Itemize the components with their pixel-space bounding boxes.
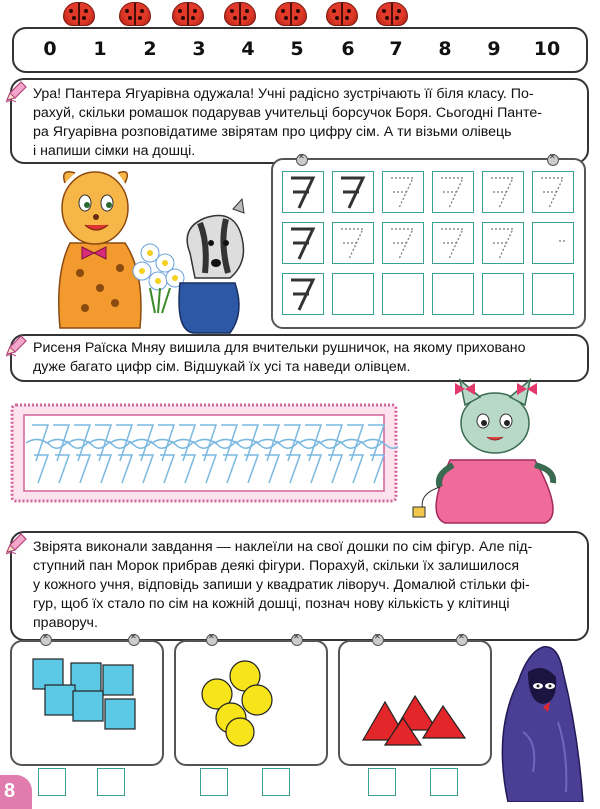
- number-line: [12, 27, 588, 73]
- writing-cell[interactable]: [432, 222, 474, 264]
- writing-cell[interactable]: [332, 171, 374, 213]
- seven-digit-icon: [483, 223, 523, 263]
- number-3: 3: [192, 38, 206, 60]
- board-pin-icon: [372, 634, 384, 646]
- answer-box-left[interactable]: [38, 768, 66, 796]
- task3-line: ступний пан Морок прибрав деякі фігури. Порахуй, скільки їх залишилося: [33, 558, 520, 574]
- board-pin-icon: [547, 154, 559, 166]
- embroidered-towel: [10, 403, 398, 503]
- number-7: 7: [389, 38, 403, 60]
- answer-box-right[interactable]: [97, 768, 125, 796]
- writing-cell[interactable]: [432, 273, 474, 315]
- seven-digit-icon: [383, 223, 423, 263]
- number-6: 6: [341, 38, 355, 60]
- teacher-badger-illustration: [30, 163, 265, 335]
- writing-cell[interactable]: [532, 222, 574, 264]
- seven-digit-icon: [283, 223, 323, 263]
- seven-digit-icon: [333, 172, 373, 212]
- board-pin-icon: [456, 634, 468, 646]
- task1-line: рахуй, скільки ромашок подарував учительці борсучок Боря. Сьогодні Панте-: [33, 105, 542, 121]
- ladybug-icon: [275, 2, 307, 26]
- ladybug-icon: [376, 2, 408, 26]
- ladybug-icon: [172, 2, 204, 26]
- ladybug-icon: [119, 2, 151, 26]
- writing-cell[interactable]: [382, 273, 424, 315]
- writing-cell[interactable]: [382, 222, 424, 264]
- pencil-icon: [4, 80, 28, 104]
- seven-digit-icon: [483, 172, 523, 212]
- seven-digit-icon: [433, 223, 473, 263]
- task1-line: і напиши сімки на дошці.: [33, 143, 196, 159]
- task2-line: Рисеня Раїска Мняу вишила для вчительки рушничок, на якому приховано: [33, 340, 526, 356]
- square-shape: [103, 665, 133, 695]
- answer-box-left[interactable]: [200, 768, 228, 796]
- writing-cell[interactable]: [432, 171, 474, 213]
- triangles-figures: [355, 690, 475, 760]
- number-4: 4: [241, 38, 255, 60]
- seven-digit-icon: [383, 172, 423, 212]
- task1-line: ра Ягуарівна розповідатиме звірятам про цифру сім. А ти візьми олівець: [33, 124, 512, 140]
- writing-cell[interactable]: [482, 273, 524, 315]
- task1-line: Ура! Пантера Ягуарівна одужала! Учні радісно зустрічають її біля класу. По-: [33, 86, 534, 102]
- number-5: 5: [290, 38, 304, 60]
- ladybug-icon: [224, 2, 256, 26]
- task3-line: Звірята виконали завдання — наклеїли на свої дошки по сім фігур. Але під-: [33, 539, 533, 555]
- pencil-icon: [4, 532, 28, 556]
- board-pin-icon: [40, 634, 52, 646]
- seven-digit-icon: [433, 172, 473, 212]
- square-shape: [45, 685, 75, 715]
- answer-box-left[interactable]: [368, 768, 396, 796]
- writing-cell[interactable]: [282, 222, 324, 264]
- circle-shape: [242, 685, 272, 715]
- seven-digit-icon: [283, 172, 323, 212]
- answer-box-right[interactable]: [430, 768, 458, 796]
- seven-digit-icon: [533, 172, 573, 212]
- squares-figures: [25, 655, 145, 750]
- number-8: 8: [438, 38, 452, 60]
- number-10: 10: [533, 38, 561, 60]
- task2-line: дуже багато цифр сім. Відшукай їх усі та наведи олівцем.: [33, 359, 411, 375]
- kitten-sewing-illustration: [405, 375, 585, 530]
- number-9: 9: [487, 38, 501, 60]
- answer-box-right[interactable]: [262, 768, 290, 796]
- board-pin-icon: [206, 634, 218, 646]
- page-number: 8: [4, 780, 16, 802]
- square-shape: [73, 691, 103, 721]
- ladybug-icon: [63, 2, 95, 26]
- seven-digit-icon: [333, 223, 373, 263]
- writing-cell[interactable]: [332, 273, 374, 315]
- writing-cell[interactable]: [382, 171, 424, 213]
- task3-line: у кожного учня, відповідь запиши у квадратик ліворуч. Домалюй стільки фі-: [33, 577, 530, 593]
- task3-line: праворуч.: [33, 615, 98, 631]
- writing-cell[interactable]: [532, 171, 574, 213]
- board-pin-icon: [291, 634, 303, 646]
- writing-cell[interactable]: [532, 273, 574, 315]
- writing-cell[interactable]: [482, 222, 524, 264]
- stroke-hint-icon: [533, 223, 573, 263]
- task3-line: гур, щоб їх стало по сім на кожній дошці, познач нову кількість у клітинці: [33, 596, 510, 612]
- writing-cell[interactable]: [282, 273, 324, 315]
- circle-shape: [226, 718, 254, 746]
- square-shape: [105, 699, 135, 729]
- circles-figures: [195, 658, 305, 748]
- number-2: 2: [143, 38, 157, 60]
- pencil-icon: [4, 334, 28, 358]
- writing-cell[interactable]: [332, 222, 374, 264]
- number-1: 1: [93, 38, 107, 60]
- board-pin-icon: [128, 634, 140, 646]
- board-pin-icon: [296, 154, 308, 166]
- cloaked-figure-illustration: [488, 642, 588, 802]
- writing-cell[interactable]: [282, 171, 324, 213]
- number-0: 0: [43, 38, 57, 60]
- task1-text: [33, 85, 578, 161]
- seven-digit-icon: [283, 274, 323, 314]
- writing-cell[interactable]: [482, 171, 524, 213]
- ladybug-icon: [326, 2, 358, 26]
- task3-text: [33, 538, 578, 633]
- task2-text: [33, 339, 578, 377]
